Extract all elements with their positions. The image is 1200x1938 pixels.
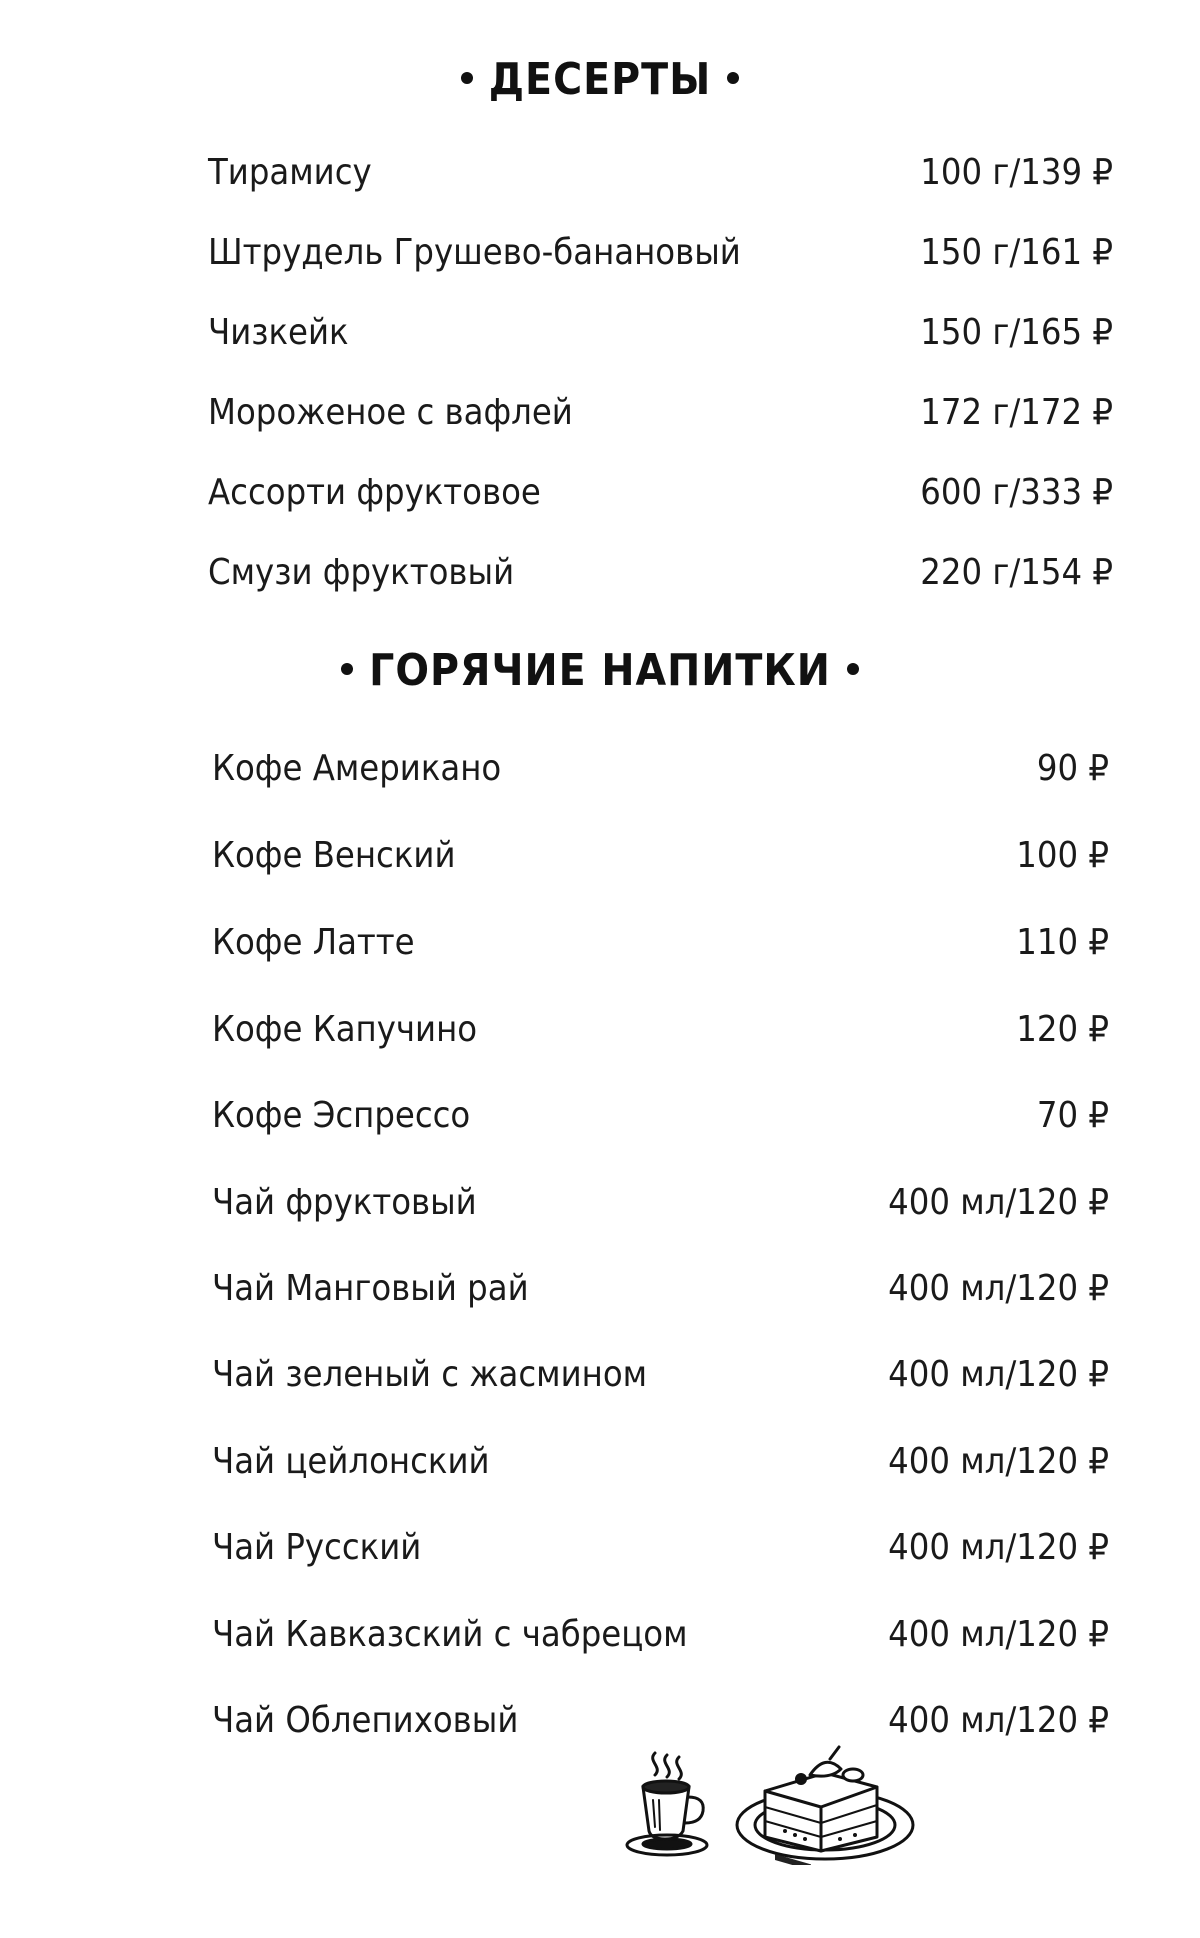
menu-item-price: 150 г/165 ₽ xyxy=(920,312,1113,353)
menu-item xyxy=(212,1610,1109,1660)
menu-item-price: 70 ₽ xyxy=(1036,1095,1109,1136)
bullet-dot xyxy=(727,72,739,84)
menu-item-price: 100 ₽ xyxy=(1016,835,1109,876)
menu-item-price: 600 г/333 ₽ xyxy=(920,472,1113,513)
menu-item-name: Смузи фруктовый xyxy=(208,552,515,593)
menu-item-price: 400 мл/120 ₽ xyxy=(888,1527,1109,1568)
menu-item-name: Ассорти фруктовое xyxy=(208,472,541,513)
menu-item xyxy=(212,1005,1109,1055)
menu-item xyxy=(208,148,1113,198)
menu-item-price: 220 г/154 ₽ xyxy=(920,552,1113,593)
section-title-text: ГОРЯЧИЕ НАПИТКИ xyxy=(369,645,831,696)
menu-item-name: Чай Облепиховый xyxy=(212,1700,519,1741)
menu-item-name: Чай цейлонский xyxy=(212,1441,490,1482)
menu-item xyxy=(212,744,1109,794)
menu-item xyxy=(212,1091,1109,1141)
section-title-text: ДЕСЕРТЫ xyxy=(488,54,712,105)
menu-item-name: Кофе Латте xyxy=(212,922,415,963)
menu-item xyxy=(208,388,1113,438)
menu-item xyxy=(212,1350,1109,1400)
menu-item-name: Кофе Эспрессо xyxy=(212,1095,471,1136)
section-title-hot-drinks xyxy=(0,645,1200,696)
menu-item xyxy=(208,548,1113,598)
menu-item xyxy=(208,308,1113,358)
menu-item xyxy=(212,1264,1109,1314)
menu-item-name: Чай Манговый рай xyxy=(212,1268,529,1309)
menu-item xyxy=(212,1178,1109,1228)
menu-item-price: 400 мл/120 ₽ xyxy=(888,1441,1109,1482)
menu-item-name: Чай зеленый с жасмином xyxy=(212,1354,648,1395)
menu-item-name: Чай фруктовый xyxy=(212,1182,477,1223)
menu-item-price: 90 ₽ xyxy=(1036,748,1109,789)
coffee-cup-icon xyxy=(627,1753,707,1855)
menu-item-price: 150 г/161 ₽ xyxy=(920,232,1113,273)
menu-item-name: Мороженое с вафлей xyxy=(208,392,573,433)
menu-item-price: 400 мл/120 ₽ xyxy=(888,1614,1109,1655)
menu-item-price: 120 ₽ xyxy=(1016,1009,1109,1050)
menu-item-name: Кофе Капучино xyxy=(212,1009,478,1050)
menu-item-name: Кофе Американо xyxy=(212,748,502,789)
cake-slice-icon xyxy=(737,1747,913,1865)
menu-item-price: 400 мл/120 ₽ xyxy=(888,1182,1109,1223)
menu-item xyxy=(212,918,1109,968)
section-title-desserts xyxy=(0,54,1200,105)
menu-item xyxy=(212,1437,1109,1487)
menu-item-price: 100 г/139 ₽ xyxy=(920,152,1113,193)
menu-item-price: 400 мл/120 ₽ xyxy=(888,1354,1109,1395)
bullet-dot xyxy=(847,663,859,675)
menu-item-name: Чизкейк xyxy=(208,312,349,353)
menu-item xyxy=(208,228,1113,278)
bullet-dot xyxy=(461,72,473,84)
menu-item-price: 400 мл/120 ₽ xyxy=(888,1268,1109,1309)
menu-item-name: Чай Русский xyxy=(212,1527,422,1568)
menu-item-price: 110 ₽ xyxy=(1016,922,1109,963)
menu-item xyxy=(208,468,1113,518)
menu-item xyxy=(212,1696,1109,1746)
illustration xyxy=(625,1745,920,1865)
menu-item-price: 172 г/172 ₽ xyxy=(920,392,1113,433)
menu-item xyxy=(212,831,1109,881)
menu-item-price: 400 мл/120 ₽ xyxy=(888,1700,1109,1741)
menu-item xyxy=(212,1523,1109,1573)
menu-item-name: Кофе Венский xyxy=(212,835,456,876)
bullet-dot xyxy=(341,663,353,675)
menu-item-name: Штрудель Грушево-банановый xyxy=(208,232,741,273)
menu-item-name: Тирамису xyxy=(208,152,372,193)
menu-item-name: Чай Кавказский с чабрецом xyxy=(212,1614,688,1655)
